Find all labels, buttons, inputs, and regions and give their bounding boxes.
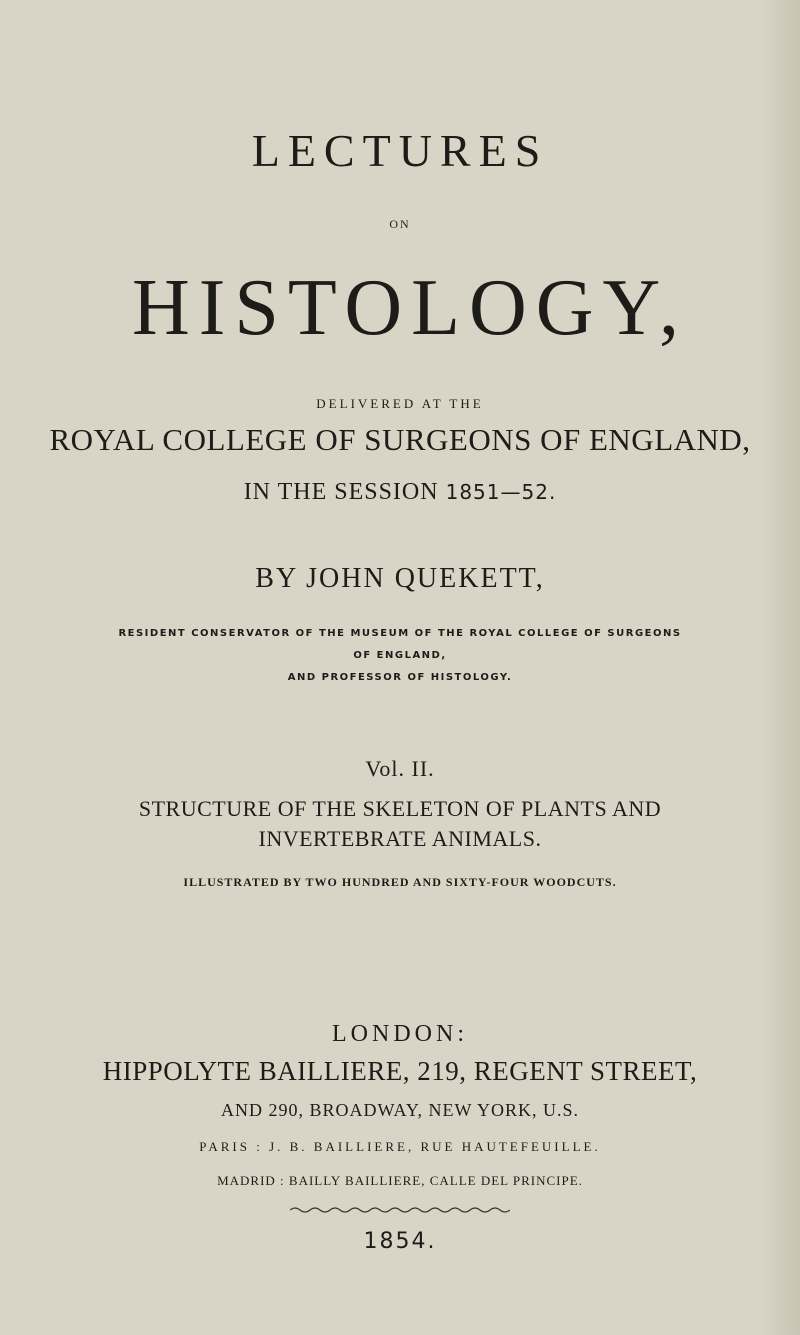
author-byline: BY JOHN QUEKETT, bbox=[255, 563, 545, 594]
imprint-year: 1854. bbox=[363, 1229, 437, 1254]
title-connector: ON bbox=[389, 217, 411, 231]
imprint-publisher: HIPPOLYTE BAILLIERE, 219, REGENT STREET, bbox=[102, 1056, 698, 1086]
title-subject: HISTOLOGY, bbox=[132, 264, 688, 352]
title-lectures: LECTURES bbox=[251, 125, 549, 176]
wavy-rule-ornament bbox=[290, 1205, 510, 1215]
page-edge-shadow bbox=[760, 0, 800, 1335]
session-line bbox=[0, 480, 800, 504]
session-label: IN THE SESSION bbox=[243, 479, 439, 505]
institution-line: ROYAL COLLEGE OF SURGEONS OF ENGLAND, bbox=[49, 422, 751, 457]
delivered-at-line: DELIVERED AT THE bbox=[316, 396, 484, 411]
volume-subject-line-2: INVERTEBRATE ANIMALS. bbox=[258, 826, 542, 851]
author-credential-line-3: AND PROFESSOR OF HISTOLOGY. bbox=[287, 672, 513, 683]
imprint-branch-new-york: AND 290, BROADWAY, NEW YORK, U.S. bbox=[220, 1100, 580, 1120]
author-credential-line-2: OF ENGLAND, bbox=[353, 650, 447, 661]
imprint-branch-paris: PARIS : J. B. BAILLIERE, RUE HAUTEFEUILLE. bbox=[199, 1139, 601, 1154]
author-credential-line-1: RESIDENT CONSERVATOR OF THE MUSEUM OF THE ROYAL COLLEGE OF SURGEONS bbox=[118, 628, 682, 639]
volume-subject-line-1: STRUCTURE OF THE SKELETON OF PLANTS AND bbox=[138, 796, 662, 821]
session-years: 1851—52. bbox=[445, 480, 557, 504]
imprint-branch-madrid: MADRID : BAILLY BAILLIERE, CALLE DEL PRINCIPE. bbox=[217, 1173, 583, 1188]
imprint-city: LONDON: bbox=[332, 1021, 468, 1047]
illustrations-note: ILLUSTRATED BY TWO HUNDRED AND SIXTY-FOUR WOODCUTS. bbox=[183, 875, 617, 889]
volume-label: Vol. II. bbox=[365, 756, 435, 781]
